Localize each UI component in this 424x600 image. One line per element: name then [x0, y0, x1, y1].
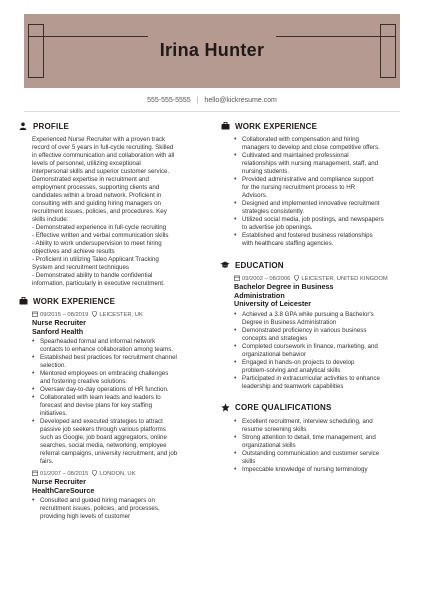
- work-bullet: [234, 152, 406, 176]
- candidate-name: Irina Hunter: [159, 40, 265, 60]
- education-bullet-line: • Achieved a 3.8 GPA while pursuing a Bachelor's: [242, 310, 374, 318]
- qualification-bullet-line: • Excellent recruitment, interview scheduling, and: [242, 417, 373, 425]
- job-bullet: [32, 497, 198, 521]
- work-bullet-line: • Collaborated with compensation and hiring: [242, 136, 359, 143]
- work-bullet-line: nursing students.: [242, 168, 290, 175]
- briefcase-icon: [220, 121, 230, 131]
- job-bullet-line: recruitment issues, policies, and processes,: [40, 505, 160, 512]
- job-bullet-line: and fostering creative solutions.: [40, 378, 128, 385]
- profile-line: skills include:: [32, 216, 69, 223]
- profile-line: System and recruitment techniques: [32, 264, 129, 271]
- profile-line: candidates within a broad network. Proficient in: [32, 192, 162, 199]
- job-bullet-line: fairs.: [40, 458, 54, 465]
- job-bullet: [32, 354, 198, 370]
- profile-line: - Proficient in utilizing Taleo Applicant Tracking: [32, 256, 159, 263]
- decorative-line-right: [276, 36, 396, 37]
- qualification-bullet: [234, 434, 406, 450]
- work-bullet: [234, 216, 406, 232]
- qualification-bullet-line: • Impeccable knowledge of nursing terminology: [242, 465, 368, 473]
- work-experience-heading: [18, 296, 198, 306]
- education-bullet: [234, 311, 406, 327]
- briefcase-icon: [18, 296, 28, 306]
- work-bullet-line: strategies consistently.: [242, 208, 305, 215]
- job-entry: [18, 311, 198, 466]
- core-qualifications-bullets: [220, 418, 406, 474]
- header-divider: [24, 111, 400, 112]
- job-dates: 01/2007 – 08/2015: [40, 471, 89, 477]
- job-bullet: [32, 370, 198, 386]
- job-bullet-line: • Mentored employees on embracing challenges: [40, 370, 169, 377]
- job-bullet-line: providing high levels of customer: [40, 513, 131, 520]
- job-bullet-line: selection.: [40, 362, 67, 369]
- company-name: Sanford Health: [32, 326, 84, 336]
- job-bullet: [32, 338, 198, 354]
- job-title: Nurse Recruiter: [32, 477, 86, 486]
- work-experience-list: [18, 311, 198, 521]
- degree-line-1: Bachelor Degree in Business: [234, 282, 334, 291]
- email-address[interactable]: hello@kickresume.com: [204, 97, 277, 104]
- education-bullet-line: • Participated in extracurricular activities to enhance: [242, 374, 380, 382]
- education-bullet-line: problem-solving and analytical skills: [242, 366, 341, 374]
- location-pin-icon: [92, 470, 97, 478]
- work-bullet-line: • Established and fostered business relationships: [242, 232, 373, 239]
- job-bullet-line: forecast and devise plans for key staffing: [40, 402, 153, 409]
- education-bullet: [234, 359, 406, 375]
- work-bullet-line: with healthcare staffing agencies.: [242, 240, 334, 247]
- education-bullet-line: concepts and strategies: [242, 334, 308, 342]
- work-experience-continued-bullets: [220, 136, 406, 248]
- education-bullet-line: • Engaged in hands-on projects to develop: [242, 358, 355, 366]
- profile-line: record of over 5 years in full-cycle recruiting. Skilled: [32, 144, 174, 151]
- work-bullet: [234, 176, 406, 200]
- decorative-line-left: [28, 36, 148, 37]
- profile-line: information, particularly in executive recruitment.: [32, 280, 165, 287]
- job-bullet-line: • Developed and executed strategies to attract: [40, 418, 163, 425]
- profile-line: in effective communication and collaboration with all: [32, 152, 175, 159]
- job-bullet-line: referral campaigns, university recruitment, and job: [40, 450, 178, 457]
- work-bullet-line: to advertise job openings.: [242, 224, 313, 231]
- job-location: LONDON, UK: [99, 471, 136, 477]
- job-bullet: [32, 386, 198, 394]
- contact-separator: |: [196, 97, 199, 104]
- profile-line: levels of personnel, utilizing exceptional: [32, 160, 141, 167]
- education-dates: 09/2002 – 08/2006: [242, 276, 291, 282]
- profile-title: PROFILE: [33, 121, 70, 131]
- qualification-bullet: [234, 418, 406, 434]
- profile-line: consulting with and guiding hiring managers on: [32, 200, 161, 207]
- work-experience-continued-title: WORK EXPERIENCE: [235, 121, 318, 131]
- location-pin-icon: [92, 311, 97, 319]
- profile-line: Experienced Nurse Recruiter with a proven track: [32, 136, 166, 143]
- work-bullet-line: • Utilized social media, job postings, and newspapers: [242, 216, 384, 223]
- education-bullet-line: • Demonstrated proficiency in various business: [242, 326, 367, 334]
- job-bullets: [18, 497, 198, 521]
- right-column: [220, 121, 406, 474]
- education-bullet-line: organizational behavior: [242, 350, 306, 358]
- work-bullet: [234, 136, 406, 152]
- contact-line: [0, 97, 424, 104]
- profile-line: Demonstrated expertise in recruitment and: [32, 176, 149, 183]
- job-bullet-line: • Oversaw day-to-day operations of HR function.: [40, 386, 169, 393]
- job-bullet: [32, 394, 198, 418]
- education-bullet: [234, 327, 406, 343]
- work-bullet-line: managers to develop and close competitive offers.: [242, 144, 380, 151]
- education-location: LEICESTER, UNITED KINGDOM: [301, 276, 388, 282]
- header-band: [24, 14, 400, 88]
- star-icon: [220, 403, 230, 413]
- education-title: EDUCATION: [235, 260, 284, 270]
- profile-line: recruitment issues, policies, and procedures. Key: [32, 208, 167, 215]
- education-bullet: [234, 343, 406, 359]
- profile-line: - Demonstrated experience in full-cycle recruiting: [32, 224, 167, 231]
- degree-line-2: Administration: [234, 290, 285, 300]
- qualification-bullet: [234, 450, 406, 466]
- job-bullet-line: passive job seekers through various platforms: [40, 426, 166, 433]
- work-bullet-line: • Provided administrative and compliance support: [242, 176, 374, 183]
- qualification-bullet-line: • Outstanding communication and customer service: [242, 449, 380, 457]
- job-bullet-line: contacts to enhance collaboration among teams.: [40, 346, 174, 353]
- work-experience-title: WORK EXPERIENCE: [33, 296, 116, 306]
- work-bullet-line: relationships with nursing management, staff, and: [242, 160, 379, 167]
- education-bullet-line: • Completed coursework in finance, marketing, and: [242, 342, 378, 350]
- job-title: Nurse Recruiter: [32, 318, 86, 327]
- profile-line: - Effective written and verbal communication skills: [32, 232, 169, 239]
- education-heading: [220, 260, 406, 270]
- profile-heading: [18, 121, 198, 131]
- person-icon: [18, 121, 28, 131]
- core-qualifications-heading: [220, 403, 406, 413]
- work-bullet: [234, 232, 406, 248]
- work-experience-continued-heading: [220, 121, 406, 131]
- job-bullet-line: • Spearheaded formal and informal network: [40, 338, 156, 345]
- profile-line: - Demonstrated ability to handle confidential: [32, 272, 153, 279]
- work-bullet: [234, 200, 406, 216]
- job-bullet-line: • Established best practices for recruitment channel: [40, 354, 177, 361]
- qualification-bullet-line: • Strong attention to detail, time management, and: [242, 433, 376, 441]
- school-name: University of Leicester: [234, 299, 312, 308]
- work-bullet-line: Advisors.: [242, 192, 268, 199]
- profile-line: objectives and achieve results: [32, 248, 115, 255]
- job-bullet-line: initiatives.: [40, 410, 68, 417]
- job-location: LEICESTER, UK: [99, 312, 143, 318]
- job-bullet-line: searches, social media, networking, employee: [40, 442, 167, 449]
- profile-line: interpersonal skills and superior customer service.: [32, 168, 170, 175]
- qualification-bullet: [234, 466, 406, 474]
- graduation-cap-icon: [220, 260, 230, 270]
- work-bullet-line: • Designed and implemented innovative recruitment: [242, 200, 380, 207]
- education-bullet: [234, 375, 406, 391]
- education-bullets: [220, 311, 406, 391]
- core-qualifications-title: CORE QUALIFICATIONS: [235, 403, 332, 412]
- qualification-bullet-line: resume screening skills: [242, 425, 307, 433]
- work-bullet-line: for the nursing recruitment process to HR: [242, 184, 356, 191]
- qualification-bullet-line: skills: [242, 457, 256, 465]
- job-bullet-line: • Collaborated with team leads and leaders to: [40, 394, 161, 401]
- job-dates: 09/2015 – 08/2019: [40, 312, 89, 318]
- profile-summary: [18, 136, 198, 288]
- job-entry: [18, 470, 198, 521]
- left-column: [18, 121, 198, 521]
- job-bullet-line: such as Google, job board aggregators, online: [40, 434, 167, 441]
- job-bullet-line: • Consulted and guided hiring managers on: [40, 497, 155, 504]
- education-bullet-line: Degree in Business Administration: [242, 318, 337, 326]
- profile-line: - Ability to work undersupervision to meet hiring: [32, 240, 162, 247]
- education-bullet-line: leadership and teamwork capabilities: [242, 382, 344, 390]
- phone-number: 555-555-5555: [147, 97, 191, 104]
- job-bullet: [32, 418, 198, 466]
- qualification-bullet-line: organizational skills: [242, 441, 296, 449]
- profile-line: employment processes, supporting clients and: [32, 184, 160, 191]
- job-bullets: [18, 338, 198, 466]
- work-bullet-line: • Cultivated and maintained professional: [242, 152, 349, 159]
- company-name: HealthCareSource: [32, 485, 95, 495]
